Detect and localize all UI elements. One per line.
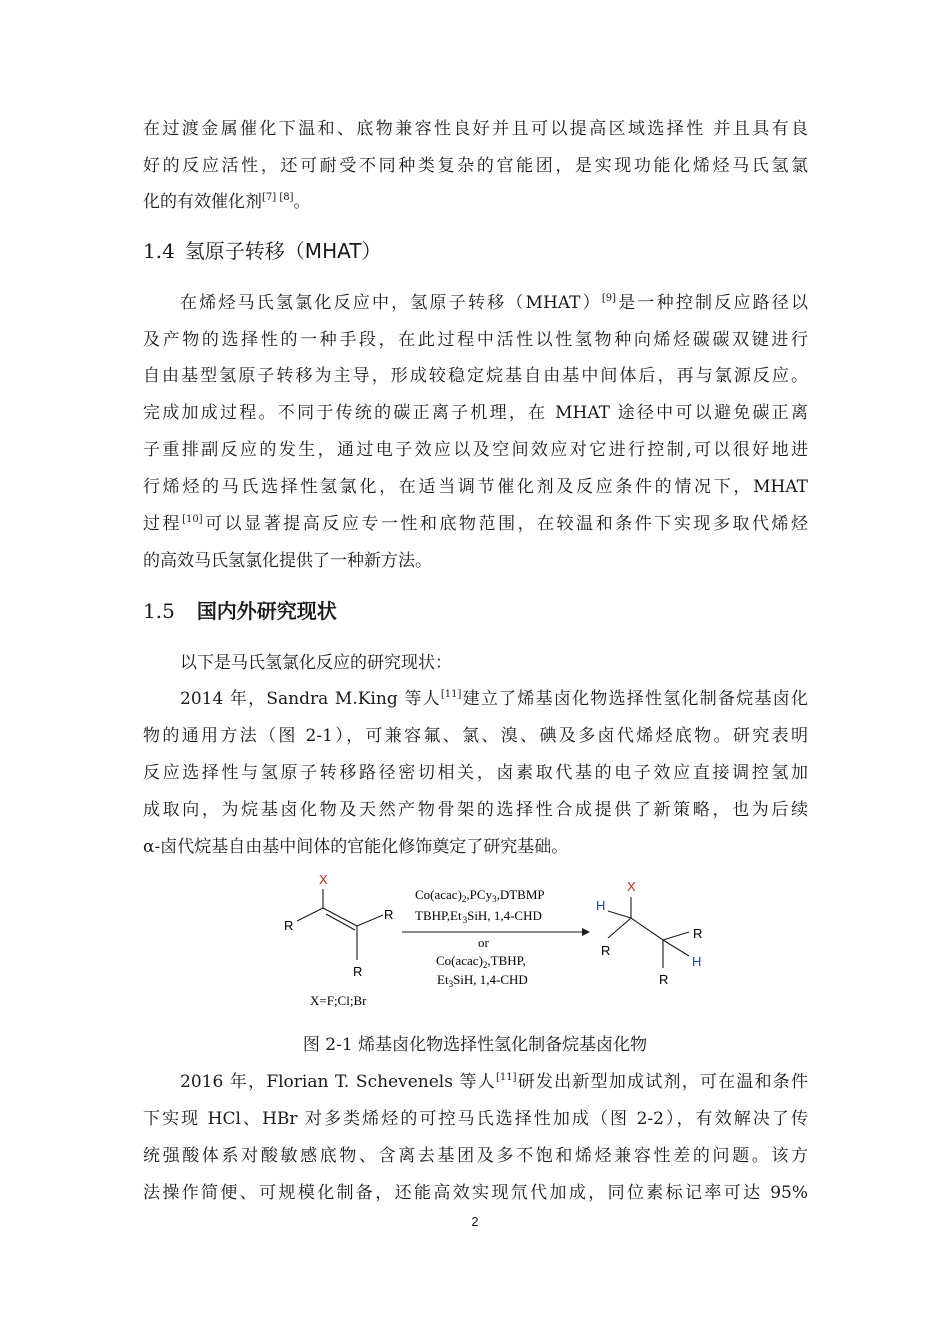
reaction-scheme bbox=[270, 868, 750, 1014]
bond-c-r bbox=[608, 918, 631, 938]
r-label: R bbox=[384, 907, 394, 922]
paragraph-line bbox=[180, 292, 808, 314]
paragraph-line: 统强酸体系对酸敏感底物、含离去基团及多不饱和烯烃兼容性差的问题。该方 bbox=[143, 1146, 808, 1166]
paragraph-line: 物的通用方法（图 2-1），可兼容氟、氯、溴、碘及多卤代烯烃底物。研究表明 bbox=[143, 726, 808, 746]
condition-line: $TBHP,Et_3SiH$, 1,4-CHD bbox=[415, 908, 542, 925]
bond-c-h bbox=[663, 940, 689, 956]
r-label: R bbox=[693, 926, 703, 941]
condition-line: $Et_3SiH$, 1,4-CHD bbox=[437, 972, 528, 989]
alkane-structure bbox=[608, 897, 689, 968]
paragraph-line bbox=[143, 513, 808, 535]
section-title: 氢原子转移（MHAT） bbox=[184, 239, 382, 263]
alkene-structure bbox=[297, 889, 383, 960]
bond-c-c bbox=[631, 918, 663, 940]
paragraph-line: 下实现 HCl、HBr 对多类烯烃的可控马氏选择性加成（图 2-2），有效解决了传 bbox=[143, 1109, 808, 1129]
text-span: 可以显著提高反应专一性和底物范围，在较温和条件下实现多取代烯烃 bbox=[202, 514, 809, 534]
paragraph-line: 子重排副反应的发生，通过电子效应以及空间效应对它进行控制,可以很好地进 bbox=[143, 440, 808, 460]
r-label: R bbox=[353, 964, 363, 979]
section-number: 1.4 bbox=[143, 239, 175, 263]
r-label: R bbox=[601, 943, 611, 958]
section-heading-1-4 bbox=[143, 238, 381, 264]
hydrogen-label: H bbox=[596, 898, 606, 913]
paragraph-line bbox=[180, 688, 808, 710]
condition-or: or bbox=[478, 935, 489, 950]
text-span: 2014 年，Sandra M.King 等人 bbox=[180, 689, 441, 709]
text-span: 过程 bbox=[143, 514, 183, 534]
page-number: 2 bbox=[471, 1214, 479, 1229]
text-span: 化的有效催化剂 bbox=[143, 192, 262, 212]
text-span: 。 bbox=[293, 192, 311, 212]
bond-c-r bbox=[297, 908, 323, 921]
condition-line: $Co(acac)_2,PCy_3,DTBMP$ bbox=[415, 887, 545, 904]
double-bond-outer bbox=[323, 908, 357, 926]
section-number: 1.5 bbox=[143, 599, 175, 623]
citation: [7] [8] bbox=[262, 192, 294, 203]
bond-c-h bbox=[608, 911, 631, 918]
paragraph-line: 完成加成过程。不同于传统的碳正离子机理，在 MHAT 途径中可以避免碳正离 bbox=[143, 403, 808, 423]
r-label: R bbox=[659, 972, 669, 987]
arrow-head bbox=[582, 928, 590, 936]
halogen-label: X bbox=[319, 872, 328, 887]
section-heading-1-5 bbox=[143, 598, 337, 624]
double-bond-inner bbox=[326, 914, 355, 930]
text-span: 在烯烃马氏氢氯化反应中，氢原子转移（MHAT） bbox=[180, 293, 602, 313]
paragraph-line: 在过渡金属催化下温和、底物兼容性良好并且可以提高区域选择性 并且具有良 bbox=[143, 119, 808, 139]
figure-caption: 图 2-1 烯基卤化物选择性氢化制备烷基卤化物 bbox=[302, 1035, 648, 1055]
halogen-label: X bbox=[627, 879, 636, 894]
bond-c-r bbox=[357, 915, 383, 926]
paragraph-line: 法操作简便、可规模化制备，还能高效实现氘代加成，同位素标记率可达 95% bbox=[143, 1183, 808, 1203]
text-span: 2016 年，Florian T. Schevenels 等人 bbox=[180, 1072, 496, 1092]
paragraph-line: 好的反应活性，还可耐受不同种类复杂的官能团，是实现功能化烯烃马氏氢氯 bbox=[143, 156, 808, 176]
condition-line: $Co(acac)_2,TBHP$, bbox=[436, 953, 526, 970]
paragraph-line: 的高效马氏氢氯化提供了一种新方法。 bbox=[143, 551, 432, 571]
paragraph-line: 以下是马氏氢氯化反应的研究现状： bbox=[180, 653, 452, 673]
paragraph-line: 行烯烃的马氏选择性氢氯化，在适当调节催化剂及反应条件的情况下，MHAT bbox=[143, 477, 808, 497]
paragraph-line: 及产物的选择性的一种手段，在此过程中活性以性氢物种向烯烃碳碳双键进行 bbox=[143, 330, 808, 350]
bond-c-r bbox=[663, 932, 689, 940]
paragraph-line bbox=[143, 191, 808, 213]
section-title: 国内外研究现状 bbox=[196, 599, 337, 623]
citation: [11] bbox=[440, 689, 462, 700]
text-span: 建立了烯基卤化物选择性氢化制备烷基卤化 bbox=[461, 689, 808, 709]
text-span: 研发出新型加成试剂，可在温和条件 bbox=[516, 1072, 809, 1092]
paragraph-line bbox=[180, 1071, 808, 1093]
citation: [9] bbox=[601, 293, 617, 304]
text-span: 是一种控制反应路径以 bbox=[616, 293, 808, 313]
paragraph-line: α-卤代烷基自由基中间体的官能化修饰奠定了研究基础。 bbox=[143, 837, 569, 857]
hydrogen-label: H bbox=[692, 954, 702, 969]
paragraph-line: 成取向，为烷基卤化物及天然产物骨架的选择性合成提供了新策略，也为后续 bbox=[143, 800, 808, 820]
r-label: R bbox=[284, 918, 294, 933]
citation: [11] bbox=[496, 1072, 517, 1083]
citation: [10] bbox=[182, 514, 203, 525]
halogen-note: X=F;Cl;Br bbox=[310, 993, 367, 1008]
paragraph-line: 自由基型氢原子转移为主导，形成较稳定烷基自由基中间体后，再与氯源反应。 bbox=[143, 366, 808, 386]
paragraph-line: 反应选择性与氢原子转移路径密切相关，卤素取代基的电子效应直接调控氢加 bbox=[143, 763, 808, 783]
